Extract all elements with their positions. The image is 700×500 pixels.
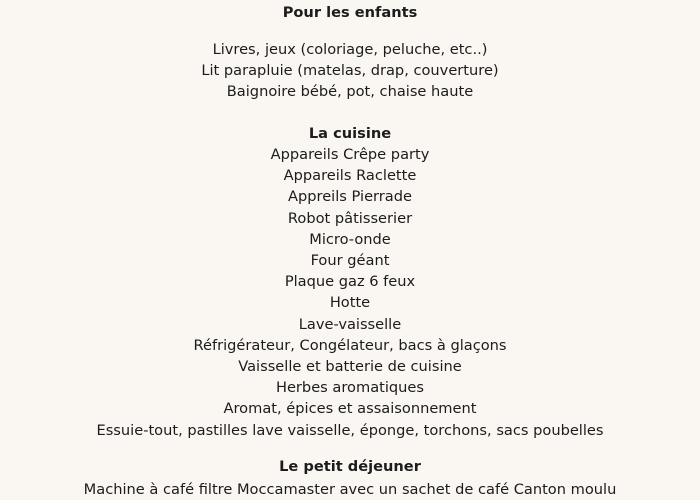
list-item: Hotte xyxy=(329,294,371,312)
list-item: Appreils Pierrade xyxy=(288,188,412,206)
list-item: Vaisselle et batterie de cuisine xyxy=(238,358,462,376)
section-title-kitchen: La cuisine xyxy=(308,125,392,142)
list-item: Lave-vaisselle xyxy=(298,315,402,333)
list-item: Appareils Crêpe party xyxy=(270,146,430,163)
kitchen-items-list xyxy=(0,144,700,441)
breakfast-items-list xyxy=(0,479,700,500)
list-item: Four géant xyxy=(310,252,390,270)
list-item: Réfrigérateur, Congélateur, bacs à glaçons xyxy=(193,336,507,354)
section-title-breakfast: Le petit déjeuner xyxy=(279,458,421,475)
list-item: Aromat, épices et assaisonnement xyxy=(223,400,477,418)
list-item: Essuie-tout, pastilles lave vaisselle, éponge, torchons, sacs poubelles xyxy=(96,421,604,439)
list-item: Machine à café filtre Moccamaster avec un sachet de café Canton moulu xyxy=(83,481,617,498)
list-item: Lit parapluie (matelas, drap, couverture) xyxy=(201,62,499,80)
list-item: Robot pâtisserier xyxy=(287,209,413,227)
section-kitchen xyxy=(0,123,700,441)
list-item: Baignoire bébé, pot, chaise haute xyxy=(226,83,474,101)
children-items-list xyxy=(0,39,700,103)
list-item: Appareils Raclette xyxy=(283,167,417,185)
section-breakfast xyxy=(0,456,700,500)
list-item: Livres, jeux (coloriage, peluche, etc..) xyxy=(212,41,488,58)
list-item: Herbes aromatiques xyxy=(275,379,425,397)
list-item: Plaque gaz 6 feux xyxy=(284,273,416,291)
section-title-children: Pour les enfants xyxy=(282,4,418,21)
list-item: Micro-onde xyxy=(309,230,391,248)
section-children xyxy=(0,2,700,103)
